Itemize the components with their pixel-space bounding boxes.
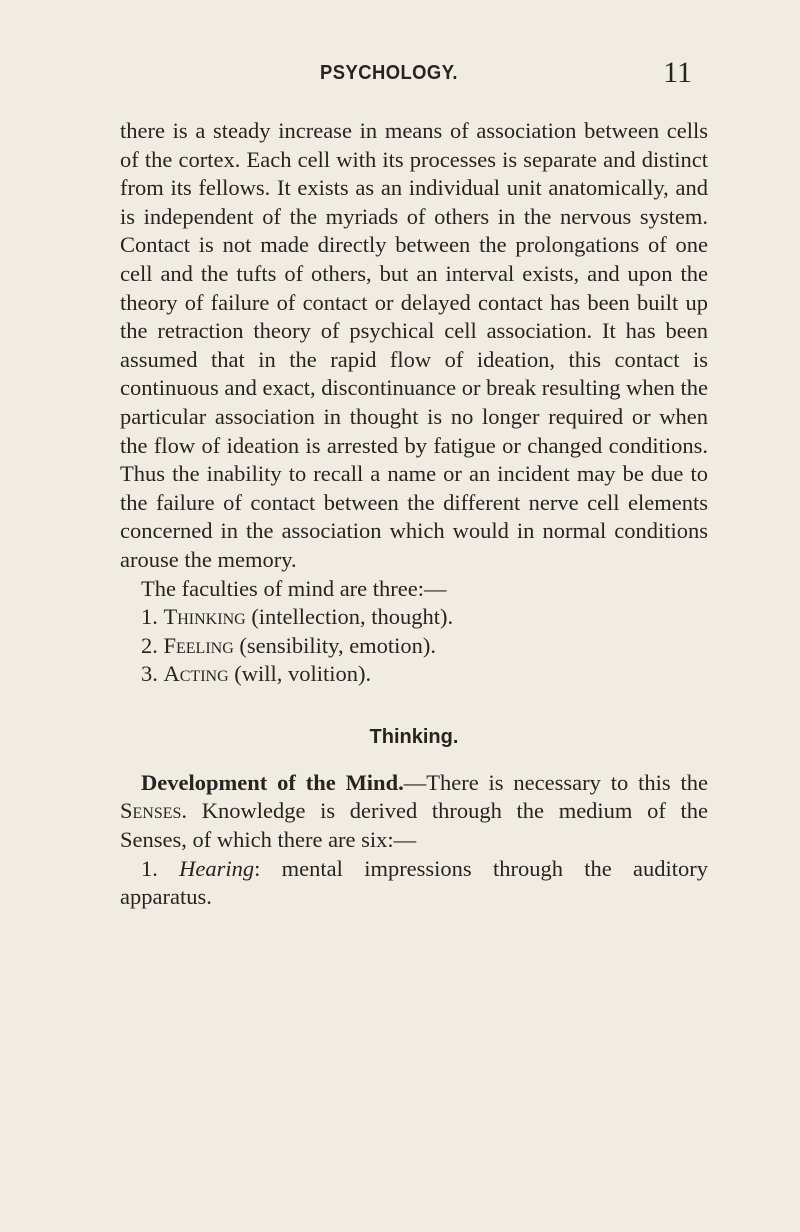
development-text-continued: . Knowledge is derived through the medium of the Senses, of which there are six:—	[120, 798, 708, 853]
faculty-item-thinking	[120, 603, 708, 632]
faculty-item-feeling	[120, 632, 708, 661]
senses-item-number: 1.	[141, 855, 158, 881]
paragraph-development	[120, 769, 708, 855]
faculty-desc: (will, volition).	[234, 661, 372, 687]
faculty-desc: (intellection, thought).	[251, 604, 454, 630]
senses-item-hearing	[120, 855, 708, 912]
faculty-number: 2.	[141, 632, 158, 658]
faculty-number: 3.	[141, 661, 158, 687]
faculty-number: 1.	[141, 604, 158, 630]
faculty-term: Acting	[163, 661, 229, 687]
senses-item-desc: : mental impressions through the auditory apparatus.	[120, 855, 708, 910]
senses-term: Senses	[120, 798, 182, 824]
section-heading: Thinking.	[369, 725, 459, 748]
paragraph-association: there is a steady increase in means of association between cells of the cortex. Each cell with its processes is separate and distinct from its fellows. It exists as an individual unit anatomically, and is independent of the myriads of others in the nervous system. Contact is not made directly between the prolongations of one cell and the tufts of others, but an interval exists, and upon the theory of failure of contact or delayed contact has been built up the retraction theory of psychical cell association. It has been assumed that in the rapid flow of ideation, this contact is continuous and exact, discontinuance or break resulting when the particular association in thought is no longer required or when the flow of ideation is arrested by fatigue or changed conditions. Thus the inability to recall a name or an incident may be due to the failure of contact between the different nerve cell elements concerned in the association which would in normal conditions arouse the memory.	[120, 118, 708, 572]
running-title: PSYCHOLOGY.	[320, 62, 458, 84]
run-in-heading: Development of the Mind.	[141, 769, 404, 795]
senses-item-term: Hearing	[179, 855, 255, 881]
faculty-term: Feeling	[163, 632, 234, 658]
page-number: 11	[663, 56, 692, 89]
body-text	[120, 117, 708, 912]
development-text: —There is necessary to this the	[403, 769, 708, 795]
faculties-intro: The faculties of mind are three:—	[141, 575, 447, 601]
faculty-item-acting	[120, 660, 708, 689]
faculty-term: Thinking	[163, 604, 246, 630]
faculty-desc: (sensibility, emotion).	[239, 632, 437, 658]
running-head	[120, 56, 692, 98]
